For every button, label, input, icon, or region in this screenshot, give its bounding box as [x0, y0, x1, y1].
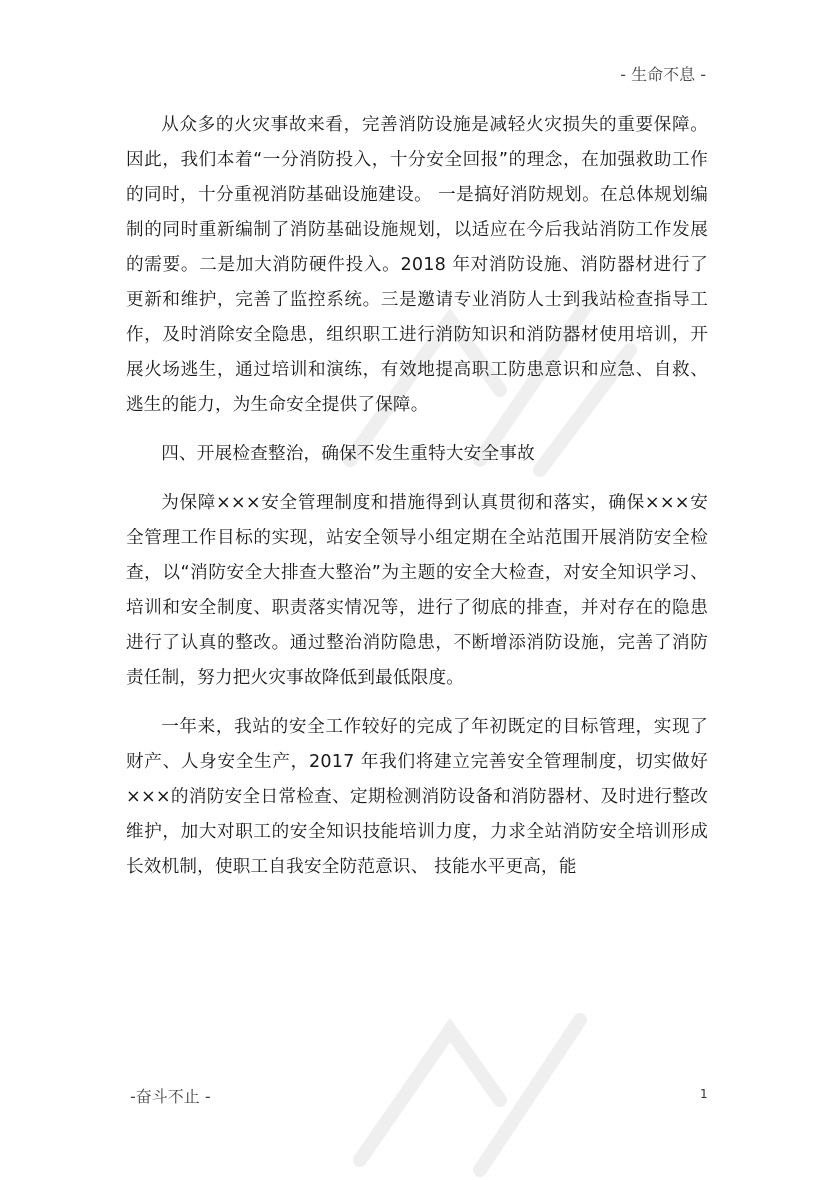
paragraph: 一年来，我站的安全工作较好的完成了年初既定的目标管理，实现了财产、人身安全生产，2017 年我们将建立完善安全管理制度，切实做好×××的消防安全日常检查、定期检测消防设备和消防器材、及时进行整改维护，加大对职工的安全知识技能培训力度，力求全站消防安全培训形成长效机制，使职工自我安全防范意识、 技能水平更高，能 [126, 717, 708, 877]
paragraph: 为保障×××安全管理制度和措施得到认真贯彻和落实，确保×××安全管理工作目标的实现，站安全领导小组定期在全站范围开展消防安全检查，以“消防安全大排查大整治”为主题的安全大检查，对安全知识学习、培训和安全制度、职责落实情况等，进行了彻底的排查，并对存在的隐患进行了认真的整改。通过整治消防隐患，不断增添消防设施，完善了消防责任制，努力把火灾事故降低到最低限度。 [126, 493, 708, 688]
paragraph: 从众多的火灾事故来看，完善消防设施是减轻火灾损失的重要保障。因此，我们本着“一分消防投入，十分安全回报”的理念，在加强救助工作的同时，十分重视消防基础设施建设。 一是搞好消防规划。在总体规划编制的同时重新编制了消防基础设施规划，以适应在今后我站消防工作发展的需要。二是加大消防硬件投入。2018 年对消防设施、消防器材进行了更新和维护，完善了监控系统。三是邀请专业消防人士到我站检查指导工作，及时消除安全隐患，组织职工进行消防知识和消防器材使用培训，开展火场逃生，通过培训和演练，有效地提高职工防患意识和应急、自救、逃生的能力，为生命安全提供了保障。 [126, 115, 708, 415]
page-number: 1 [700, 1087, 708, 1101]
section-heading: 四、开展检查整治，确保不发生重特大安全事故 [161, 444, 535, 464]
watermark-logo-bottom [340, 990, 640, 1180]
document-body [126, 108, 708, 885]
footer-motto: -奋斗不止 - [130, 1087, 211, 1106]
page-header-motto: - 生命不息 - [620, 65, 706, 84]
